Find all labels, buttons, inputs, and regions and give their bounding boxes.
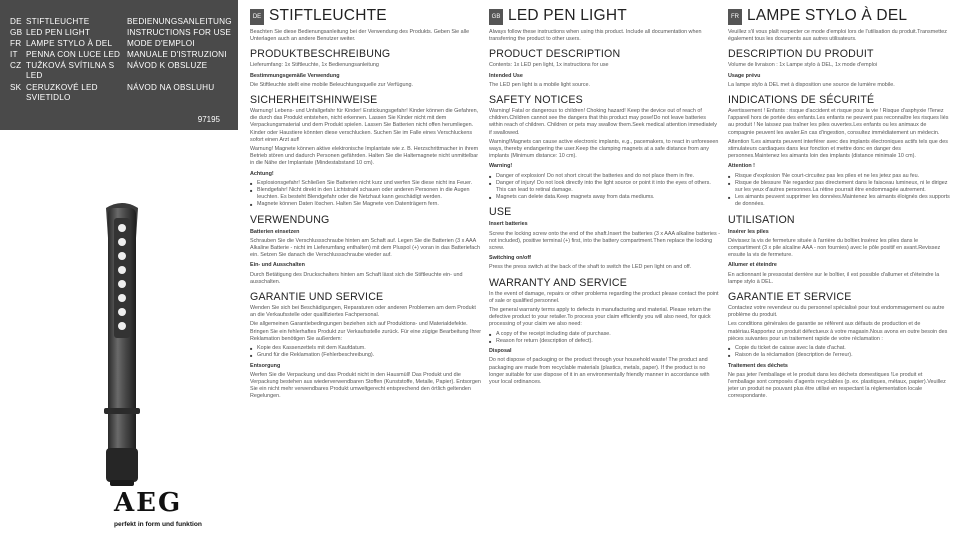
language-badge: GB (489, 9, 503, 25)
list-item: ■ Explosionsgefahr! Schließen Sie Batterien nicht kurz und werfen Sie diese nicht ins Feuer. (250, 180, 482, 187)
language-code: IT (10, 50, 18, 59)
intended-use-text: La lampe stylo à DEL met à disposition une source de lumière mobile. (728, 81, 895, 88)
warning-text-magnets: Warning!Magnets can cause active electronic implants, e.g., pacemakers, to react in unforeseen ways, thereby endangering the user.Keep the clamping magnets at a safe distance from any implants (Minimum distance: 10 cm). (489, 138, 719, 160)
cover-panel (0, 0, 238, 535)
section-heading-safety: SAFETY NOTICES (489, 94, 583, 107)
column-english (489, 0, 721, 535)
intro-text: Always follow these instructions when using this product. Include all documentation when transferring the product to other users. (489, 29, 702, 43)
language-badge: FR (728, 9, 742, 25)
safety-bullet-list (250, 180, 482, 209)
safety-bullet-list (728, 173, 950, 209)
list-item: ■ Reason for return (description of defect). (489, 338, 721, 345)
warning-text-magnets: Attention !Les aimants peuvent interférer avec des implants électroniques actifs tels que des stimulateurs cardiaques dans leur fonction et mettre donc en danger des personnes.Maintenez les aimants loin des implants (distance minimale 10 cm). (728, 138, 948, 160)
switching-text: En actionnant le pressostat derrière sur le boîtier, il est possible d'allumer et d'éteindre la lampe stylo à DEL. (728, 271, 940, 285)
list-item: ■ Blendgefahr! Nicht direkt in den Lichtstrahl schauen oder anderen Personen in die Augen leuchten. Es besteht Blendgefahr oder die Netzhaut kann geschädigt werden. (250, 187, 482, 201)
disposal-text: Ne pas jeter l'emballage et le produit dans les déchets domestiques !Le produit et l'emballage sont composés d'agents recyclables (p. ex. plastiques, métaux, papier).Veuillez jeter un produit ne pouvant plus être utilisé en respectant la réglementation locale correspondante. (728, 371, 946, 400)
intro-text: Beachten Sie diese Bedienungsanleitung bei der Verwendung des Produkts. Geben Sie alle Unterlagen auch an andere Benutzer weiter. (250, 29, 470, 43)
warranty-bullet-list (728, 345, 950, 359)
disposal-text: Do not dispose of packaging or the product through your household waste! The product and packaging are made from recyclable materials (plastics, metals, paper). If the product is no longer suitable for use dispose of it in an environmentally friendly manner in accordance with your local ordinances. (489, 357, 710, 385)
language-product-name: TUŽKOVÁ SVÍTILNA S LED (26, 61, 115, 80)
warranty-text: Wenden Sie sich bei Beschädigungen, Reparaturen oder anderen Problemen am dem Produkt an die Verkaufsstelle oder qualifiziertes Fachpersonal. (250, 305, 476, 319)
safety-bullet-list (489, 173, 721, 202)
subheading-switching: Ein- und Ausschalten (250, 262, 305, 269)
list-item: ■ Risque de blessure !Ne regardez pas directement dans le faisceau lumineux, ni le dirigez sur les yeux d'autres personnes.La rétine pourrait être endommagée autrement. (728, 180, 950, 194)
language-code: CZ (10, 61, 22, 70)
column-title: STIFTLEUCHTE (269, 7, 387, 24)
manual-title-it: MANUALE D'ISTRUZIONI (127, 50, 227, 59)
warning-text-children: Warnung! Lebens- und Unfallgefahr für Kinder! Erstickungsgefahr! Kinder können die Gefahren, die durch das Produkt entstehen, nicht erkennen. Lassen Sie Kinder nicht mit dem Verpackungsmaterial und dem Produkt spielen. Lassen Sie Batterien nicht offen herumliegen. Kinder oder Haustiere könnten diese verschlucken. Suchen Sie im Falle eines Verschluckens sofort einen Arzt auf! (250, 108, 479, 143)
subheading-disposal: Entsorgung (250, 362, 281, 369)
subheading-batteries: Insert batteries (489, 221, 528, 228)
column-body (728, 29, 950, 403)
switching-text: Durch Betätigung des Druckschalters hinten am Schaft lässt sich die Stiftleuchte ein- und ausschalten. (250, 271, 463, 285)
list-item: ■ Magnets can delete data.Keep magnets away from data mediums. (489, 194, 721, 201)
batteries-text: Dévissez la vis de fermeture située à l'arrière du boîtier.Insérez les piles dans le compartiment (3 x pile alcaline AAA - non fournies) avec le pôle positif en avant.Revissez ensuite la vis de fermeture. (728, 237, 941, 259)
warning-text-magnets: Warnung! Magnete können aktive elektronische Implantate wie z. B. Herzschrittmacher in ihrem Betrieb stören und dadurch Personen gefährden. Halten Sie die Haltemagnete nicht unmittelbar in die Nähe der Implantate (Mindestabstand 10 cm). (250, 146, 479, 167)
language-row-sk (10, 83, 122, 103)
column-title: LED PEN LIGHT (508, 7, 627, 24)
section-heading-use: UTILISATION (728, 213, 795, 226)
subheading-switching: Switching on/off (489, 255, 531, 262)
section-heading-safety: SICHERHEITSHINWEISE (250, 94, 378, 107)
language-product-name: STIFTLEUCHTE (26, 17, 90, 26)
list-item: ■ Magnete können Daten löschen. Halten Sie Magnete von Datenträgern fern. (250, 201, 482, 208)
section-heading-use: VERWENDUNG (250, 213, 330, 226)
section-heading-use: USE (489, 206, 512, 219)
disposal-text: Werfen Sie die Verpackung und das Produkt nicht in den Hausmüll! Das Produkt und die Verpackung bestehen aus wiederverwendbaren Stoffen (Kunststoffe, Metalle, Papier). Entsorgen Sie ein nicht mehr verwendbares Produkt umweltgerecht entsprechend den örtlich geltenden Regelungen. (250, 371, 481, 400)
manual-title-gb: INSTRUCTIONS FOR USE (127, 28, 232, 37)
warranty-text: In the event of damage, repairs or other problems regarding the product please contact the point of sale or qualified personnel. (489, 290, 719, 304)
brand-tagline: perfekt in form und funktion (114, 521, 202, 528)
subheading-batteries: Insérer les piles (728, 228, 769, 235)
contents-text: Contents: 1x LED pen light, 1x instructions for use (489, 62, 609, 69)
list-item: ■ Raison de la réclamation (description de l'erreur). (728, 352, 950, 359)
section-heading-description: DESCRIPTION DU PRODUIT (728, 48, 874, 61)
batteries-text: Schrauben Sie die Verschlussschraube hinten am Schaft auf. Legen Sie die Batterien (3 x AAA Alkaline Batterie - nicht im Lieferumfang enthalten) mit dem Pluspol (+) voran in das Batteriefach ein. Setzen Sie danach die Verschlussschraube wieder auf. (250, 237, 480, 259)
list-item: ■ Risque d'explosion !Ne court-circuitez pas les piles et ne les jetez pas au feu. (728, 173, 950, 180)
warning-text-children: Avertissement ! Enfants : risque d'accident et risque pour la vie ! Risque d'asphyxie !Tenez l'appareil hors de portée des enfants.Les enfants ne peuvent pas reconnaître les risques liés au produit ! Ne laissez pas traîner les piles ouvertes.Les enfants ou les animaux de compagnie peuvent les avaler.En cas d'ingestion, consultez immédiatement un médecin. (728, 108, 949, 136)
language-row-it (10, 50, 120, 60)
warranty-terms-text: Die allgemeinen Garantiebedingungen beziehen sich auf Produktions- und Materialdefekte. Bringen Sie ein fehlerhaftes Produkt zur Verkaufsstelle zurück. Für eine zügige Bearbeitung Ihrer Reklamation benötigen Sie außerdem: (250, 321, 482, 342)
language-row-cz (10, 61, 122, 81)
batteries-text: Screw the locking screw onto the end of the shaft.Insert the batteries (3 x AAA alkaline batteries - not included), positive terminal (+) first, into the battery compartment.Then replace the locking screw. (489, 230, 721, 252)
section-heading-safety: INDICATIONS DE SÉCURITÉ (728, 94, 875, 107)
cover-header-band (0, 0, 238, 130)
section-heading-description: PRODUCT DESCRIPTION (489, 48, 621, 61)
section-heading-description: PRODUKTBESCHREIBUNG (250, 48, 391, 61)
warranty-terms-text: The general warranty terms apply to defects in manufacturing and material. Please return the defective product to your retailer.To process your claim efficiently you will also need, for quick processing of your claim we also need: (489, 307, 711, 328)
column-header (250, 9, 482, 25)
manual-title-de: BEDIENUNGSANLEITUNG (127, 17, 232, 26)
language-code: GB (10, 28, 23, 37)
item-number: 97195 (197, 115, 220, 124)
warranty-text: Contactez votre revendeur ou du personnel spécialisé pour tout endommagement ou autre problème du produit. (728, 305, 945, 319)
language-product-name: LAMPE STYLO À DEL (26, 39, 113, 48)
language-row-gb (10, 28, 90, 38)
warranty-bullet-list (250, 345, 482, 359)
intro-text: Veuillez s'il vous plaît respecter ce mode d'emploi lors de l'utilisation du produit.Transmettez également tous les documents aux autres utilisateurs. (728, 29, 947, 43)
language-product-name: LED PEN LIGHT (26, 28, 91, 37)
manual-title-sk: NÁVOD NA OBSLUHU (127, 83, 215, 92)
list-item: ■ A copy of the receipt including date of purchase. (489, 331, 721, 338)
subheading-attention: Achtung! (250, 170, 274, 177)
language-product-name: PENNA CON LUCE LED (26, 50, 121, 59)
language-code: FR (10, 39, 22, 48)
subheading-switching: Allumer et éteindre (728, 262, 777, 269)
language-product-name: CERUZKOVÉ LED SVIETIDLO (26, 83, 98, 102)
subheading-disposal: Disposal (489, 348, 512, 355)
section-heading-warranty: WARRANTY AND SERVICE (489, 276, 628, 289)
subheading-batteries: Batterien einsetzen (250, 228, 300, 235)
list-item: ■ Copie du ticket de caisse avec la date d'achat. (728, 345, 950, 352)
subheading-intended-use: Bestimmungsgemäße Verwendung (250, 72, 340, 79)
language-code: SK (10, 83, 22, 92)
contents-text: Lieferumfang: 1x Stiftleuchte, 1x Bedienungsanleitung (250, 62, 379, 69)
manual-title-cz: NÁVOD K OBSLUZE (127, 61, 208, 70)
column-header (489, 9, 721, 25)
contents-text: Volume de livraison : 1x Lampe stylo à DEL, 1x mode d'emploi (728, 62, 878, 69)
column-body (250, 29, 482, 403)
column-header (728, 9, 950, 25)
intended-use-text: The LED pen light is a mobile light source. (489, 81, 590, 88)
subheading-intended-use: Usage prévu (728, 72, 761, 79)
subheading-disposal: Traitement des déchets (728, 362, 788, 369)
column-german (250, 0, 482, 535)
warning-text-children: Warning! Fatal or dangerous to children! Choking hazard! Keep the device out of reach of children.Children cannot see the dangers that this product may pose!Do not leave batteries within reach of children. Children or pets may swallow them.Seek medical attention immediately if swallowed. (489, 108, 718, 136)
language-row-de (10, 17, 89, 27)
subheading-intended-use: Intended Use (489, 72, 523, 79)
warranty-bullet-list (489, 331, 721, 345)
switching-text: Press the press switch at the back of the shaft to switch the LED pen light on and off. (489, 264, 692, 271)
subheading-attention: Warning! (489, 163, 513, 170)
list-item: ■ Les aimants peuvent supprimer les données.Maintenez les aimants éloignés des supports de données. (728, 194, 950, 208)
warranty-terms-text: Les conditions générales de garantie se réfèrent aux défauts de production et de matériau.Rapportez un produit défectueux à votre magasin.Nous avons en outre besoin des pièces suivantes pour un traitement rapide de votre réclamation : (728, 321, 948, 342)
brand-logo: AEG (114, 488, 183, 518)
list-item: ■ Grund für die Reklamation (Fehlerbeschreibung). (250, 352, 482, 359)
intended-use-text: Die Stiftleuchte stellt eine mobile Beleuchtungsquelle zur Verfügung. (250, 81, 414, 88)
subheading-attention: Attention ! (728, 163, 755, 170)
list-item: ■ Kopie des Kassenzettels mit dem Kaufdatum. (250, 345, 482, 352)
list-item: ■ Danger of injury! Do not look directly into the light source or point it into the eyes of others. This can lead to retinal damage. (489, 180, 721, 194)
pen-light-product-photo (92, 198, 152, 488)
column-title: LAMPE STYLO À DEL (747, 7, 908, 24)
manual-title-fr: MODE D'EMPLOI (127, 39, 195, 48)
column-french (728, 0, 950, 535)
section-heading-warranty: GARANTIE ET SERVICE (728, 291, 852, 304)
language-code: DE (10, 17, 22, 26)
section-heading-warranty: GARANTIE UND SERVICE (250, 291, 384, 304)
language-row-fr (10, 39, 112, 49)
list-item: ■ Danger of explosion! Do not short circuit the batteries and do not place them in fire. (489, 173, 721, 180)
column-body (489, 29, 721, 388)
language-badge: DE (250, 9, 264, 25)
